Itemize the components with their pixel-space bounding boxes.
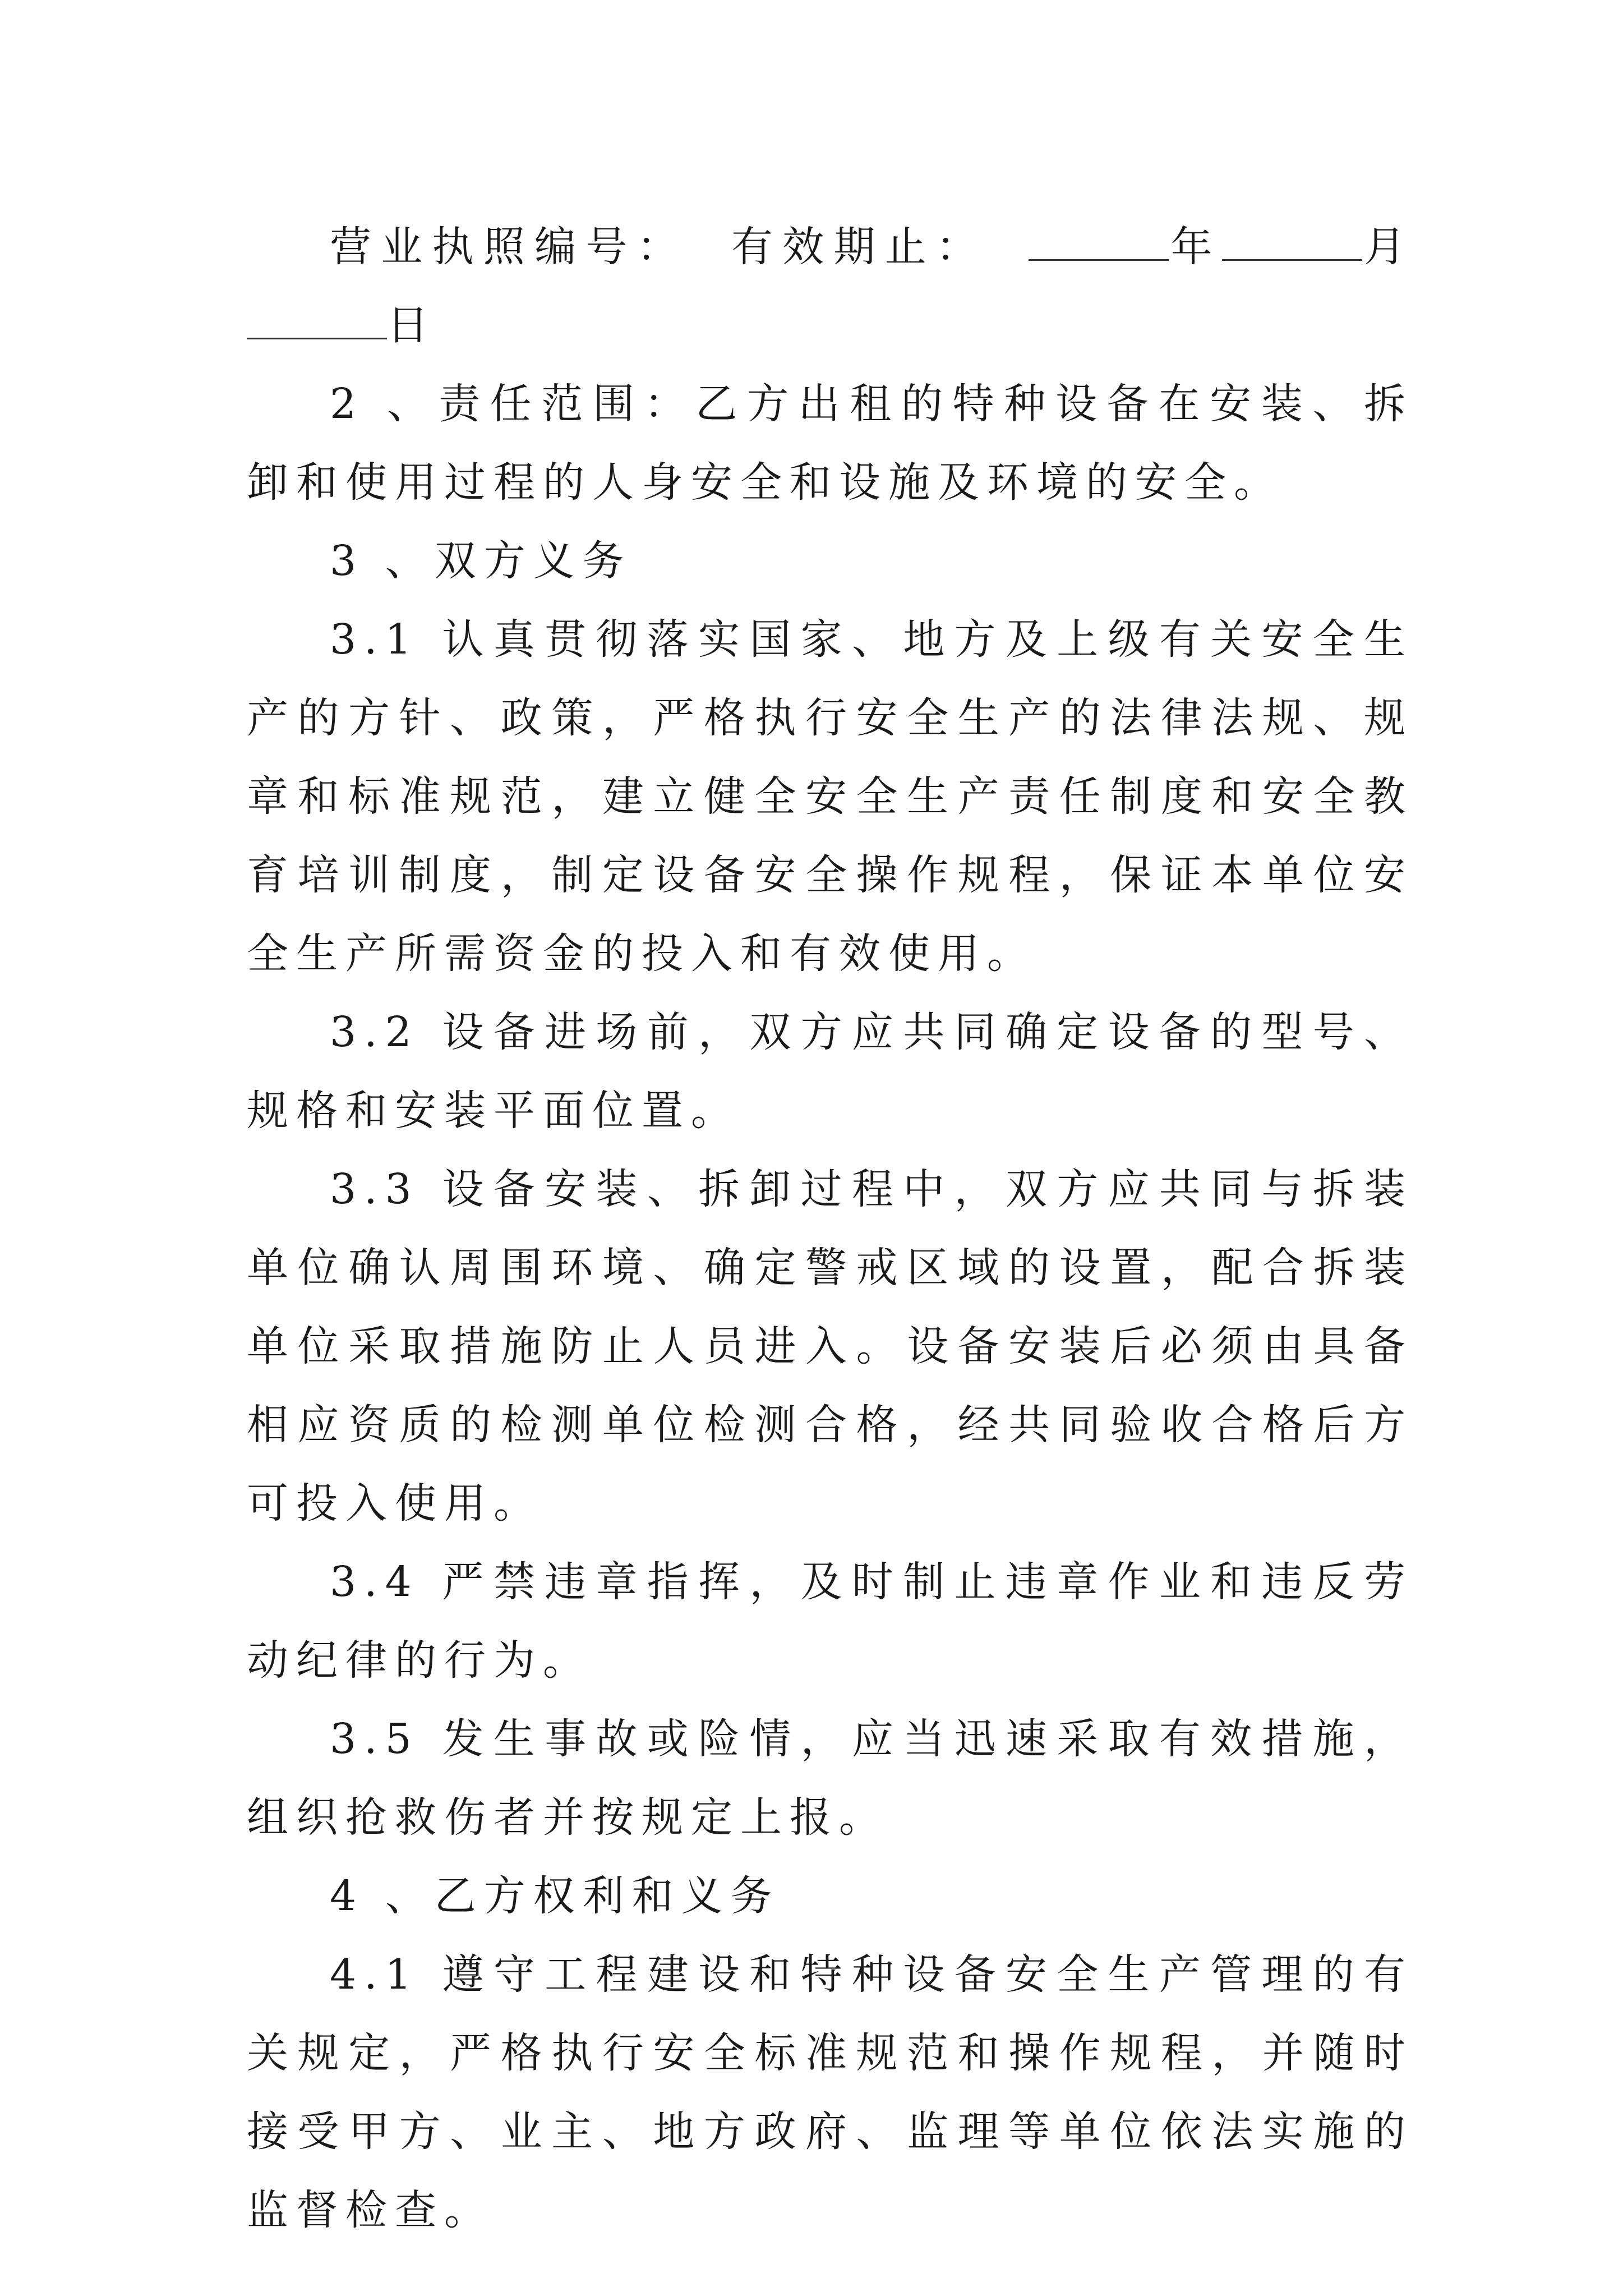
paragraph-3-2: 3.2 设备进场前，双方应共同确定设备的型号、规格和安装平面位置。 bbox=[247, 1008, 1413, 1135]
month-label: 月 bbox=[1362, 223, 1413, 271]
paragraph-3-4: 3.4 严禁违章指挥，及时制止违章作业和违反劳动纪律的行为。 bbox=[247, 1558, 1413, 1685]
year-blank bbox=[1029, 220, 1169, 261]
day-blank bbox=[247, 298, 387, 339]
month-blank bbox=[1222, 220, 1362, 261]
day-label: 日 bbox=[387, 301, 436, 349]
paragraph-3-3: 3.3 设备安装、拆卸过程中，双方应共同与拆装单位确认周围环境、确定警戒区域的设置，配合拆装单位采取措施防止人员进入。设备安装后必须由具备相应资质的检测单位检测合格，经共同验收合格后方可投入使用。 bbox=[247, 1165, 1413, 1527]
heading-mutual-obligations: 3 、双方义务 bbox=[330, 537, 632, 585]
heading-party-b-rights: 4 、乙方权利和义务 bbox=[330, 1872, 780, 1920]
paragraph-3-5: 3.5 发生事故或险情，应当迅速采取有效措施，组织抢救伤者并按规定上报。 bbox=[247, 1715, 1413, 1842]
license-number-label: 营业执照编号： bbox=[330, 223, 688, 271]
paragraph-3-1: 3.1 认真贯彻落实国家、地方及上级有关安全生产的方针、政策，严格执行安全生产的法律法规、规章和标准规范，建立健全安全生产责任制度和安全教育培训制度，制定设备安全操作规程，保证本单位安全生产所需资金的投入和有效使用。 bbox=[247, 615, 1413, 978]
license-line bbox=[247, 208, 1413, 365]
document-body bbox=[247, 208, 1413, 2249]
paragraph-responsibility-scope: 2 、责任范围：乙方出租的特种设备在安装、拆卸和使用过程的人身安全和设施及环境的安全。 bbox=[247, 380, 1413, 507]
paragraph-4-1: 4.1 遵守工程建设和特种设备安全生产管理的有关规定，严格执行安全标准规范和操作规程，并随时接受甲方、业主、地方政府、监理等单位依法实施的监督检查。 bbox=[247, 1950, 1413, 2234]
year-label: 年 bbox=[1169, 223, 1222, 271]
valid-until-label: 有效期止： bbox=[729, 223, 988, 271]
